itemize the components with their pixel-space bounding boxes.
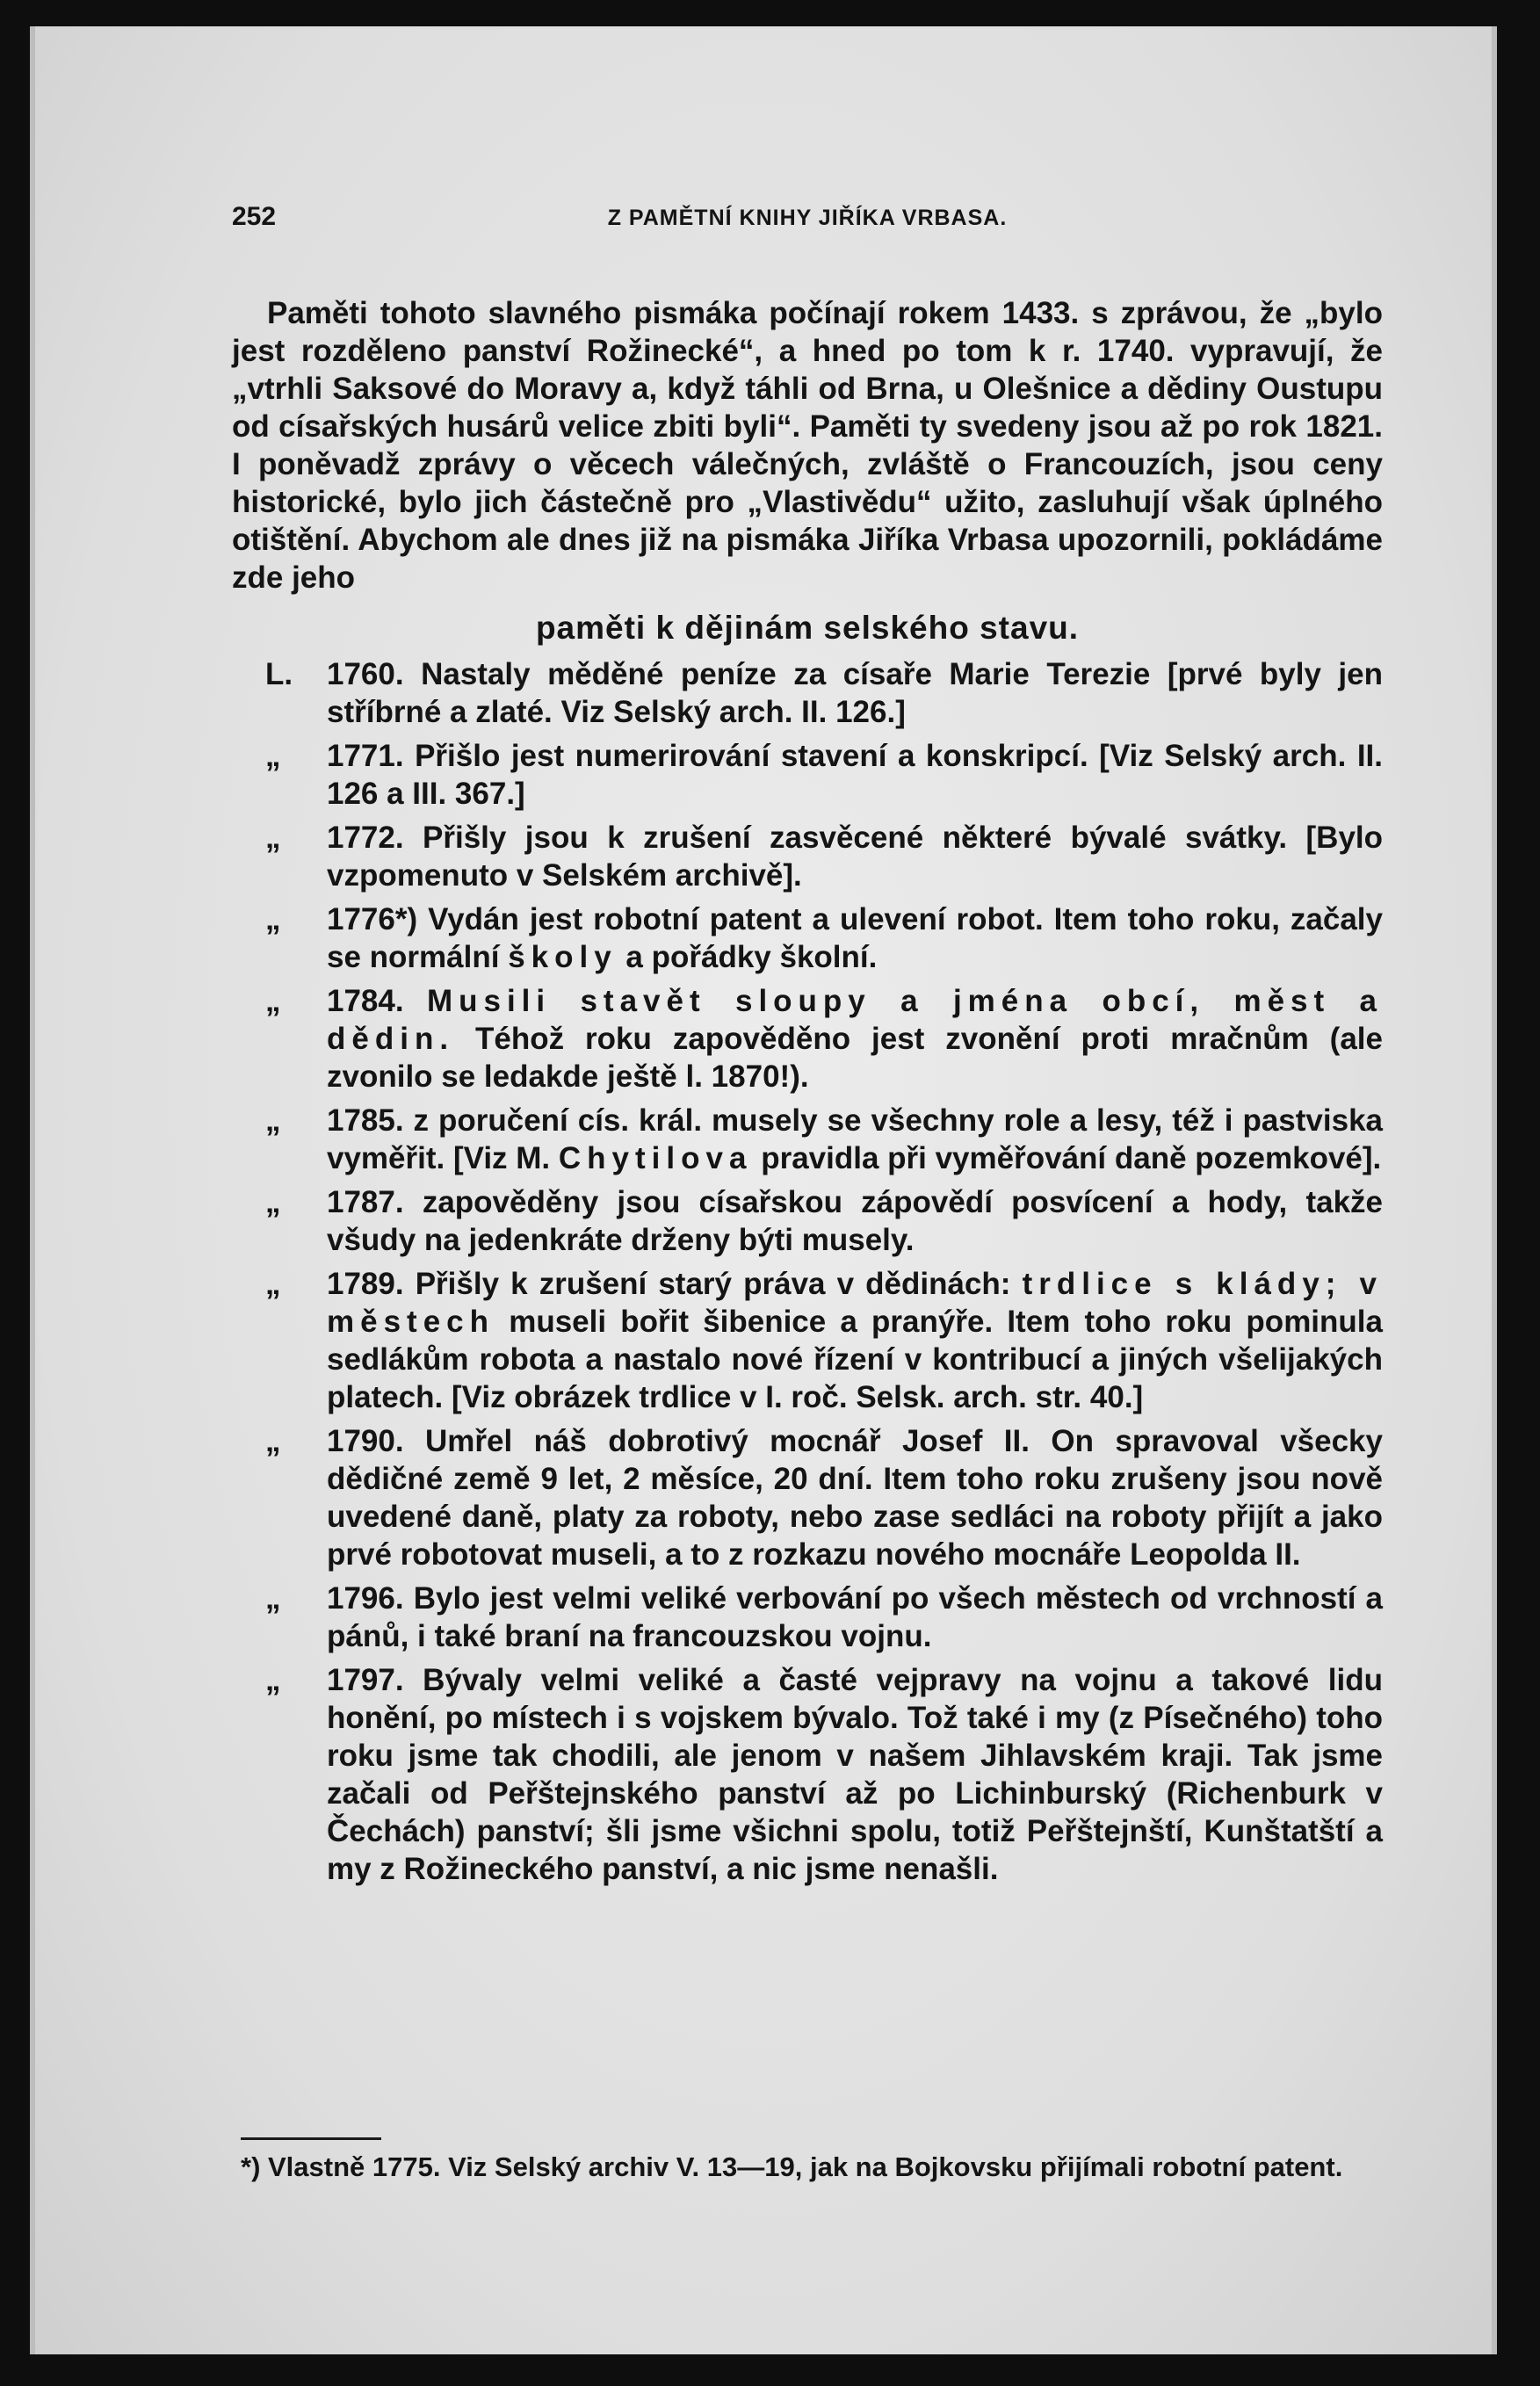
entry-mark: „ xyxy=(265,1581,281,1616)
entry-mark: „ xyxy=(265,1267,281,1301)
entry-year: 1771. xyxy=(327,739,416,773)
page-number: 252 xyxy=(232,202,277,231)
entry-text: Bývaly velmi veliké a časté vejpravy na vojnu a takové lidu honění, po místech i s vojskem bývalo. Tož také i my (z Písečného) toho roku jsme tak chodili, ale jenom v našem Jihlavském kraji. Tak jsme začali od Peřštejnského panství až po Lichinburský (Richenburk v Čechách) panství; šli jsme všichni spolu, totiž Peřštejnští, Kunštatští a my z Rožineckého panství, a nic jsme nenašli. xyxy=(327,1663,1384,1886)
entry-text-continued: museli bořit šibenice a pranýře. Item toho roku pominula sedlákům robota a nastalo nové řízení v kontribucí a jiných všelijakých platech. [Viz obrázek trdlice v I. roč. Selsk. arch. str. 40.] xyxy=(327,1305,1383,1414)
entry-emphasis: Chytilova xyxy=(558,1141,753,1175)
entry-year: 1787. xyxy=(327,1185,423,1219)
entry-text-continued: a pořádky školní. xyxy=(625,940,878,974)
chronicle-entry xyxy=(232,1102,1383,1177)
entry-mark: „ xyxy=(265,984,281,1018)
intro-paragraph: Paměti tohoto slavného pismáka počínají rokem 1433. s zprávou, že „bylo jest rozděleno panství Rožinecké“, a hned po tom k r. 1740. vypravují, že „vtrhli Saksové do Moravy a, když táhli od Brna, u Olešnice a dědiny Oustupu od císařských husárů velice zbiti byli“. Paměti ty svedeny jsou až po rok 1821. I poněvadž zprávy o věcech válečných, zvláště o Francouzích, jsou ceny historické, bylo jich částečně pro „Vlastivědu“ užito, zasluhují však úplného otištění. Abychom ale dnes již na pismáka Jiříka Vrbasa upozornili, pokládáme zde jeho xyxy=(232,296,1383,595)
chronicle-entry xyxy=(232,819,1383,894)
section-heading: paměti k dějinám selského stavu. xyxy=(535,610,1080,646)
entry-text: Vydán jest robotní patent a ulevení robot. Item toho roku, začaly se normální xyxy=(327,902,1383,974)
chronicle-entry xyxy=(232,1661,1383,1888)
running-title: Z PAMĚTNÍ KNIHY JIŘÍKA VRBASA. xyxy=(607,206,1008,230)
entry-year: 1796. xyxy=(327,1581,414,1616)
entry-text: Přišly jsou k zrušení zasvěcené některé bývalé svátky. [Bylo vzpomenuto v Selském archivě]. xyxy=(327,821,1384,893)
chronicle-entry xyxy=(232,982,1383,1095)
book-page xyxy=(30,26,1497,2354)
entry-text: Přišlo jest numerirování stavení a konskripcí. [Viz Selský arch. II. 126 a III. 367.] xyxy=(327,739,1383,811)
entry-year: 1784. xyxy=(327,984,427,1018)
entry-mark: „ xyxy=(265,739,281,773)
page-body xyxy=(232,294,1383,1894)
entry-emphasis: školy xyxy=(508,940,618,974)
chronicle-entry xyxy=(232,1422,1383,1573)
entry-text: Bylo jest velmi veliké verbování po všech městech od vrchností a pánů, i také braní na francouzskou vojnu. xyxy=(327,1581,1384,1653)
chronicle-entry xyxy=(232,1265,1383,1416)
entry-mark: L. xyxy=(265,657,293,691)
entry-year: 1785. xyxy=(327,1103,414,1138)
entry-text: zapověděny jsou císařskou zápovědí posvícení a hody, takže všudy na jedenkráte drženy býti musely. xyxy=(327,1185,1384,1257)
entry-year: 1776*) xyxy=(327,902,429,936)
entry-mark: „ xyxy=(265,1185,281,1219)
page-edge-left xyxy=(30,26,35,2354)
entry-emphasis: trdlice s klády; v městech xyxy=(327,1267,1383,1339)
page-edge-right xyxy=(1492,26,1497,2354)
entry-mark: „ xyxy=(265,821,281,855)
entry-year: 1772. xyxy=(327,821,423,855)
running-head xyxy=(232,202,1383,237)
entry-mark: „ xyxy=(265,1424,281,1458)
entry-year: 1797. xyxy=(327,1663,423,1697)
chronicle-entries xyxy=(232,655,1383,1888)
entry-text: Přišly k zrušení starý práva v dědinách: xyxy=(415,1267,1011,1301)
footnote: *) Vlastně 1775. Viz Selský archiv V. 13—19, jak na Bojkovsku přijímali robotní patent. xyxy=(241,2151,1343,2182)
entry-emphasis: Musili stavět sloupy a jména obcí, měst a dědin. xyxy=(327,984,1383,1056)
entry-year: 1760. xyxy=(327,657,422,691)
entry-text: Nastaly měděné peníze za císaře Marie Terezie [prvé byly jen stříbrné a zlaté. Viz Selský arch. II. 126.] xyxy=(327,657,1383,729)
entry-year: 1790. xyxy=(327,1424,425,1458)
footnote-rule xyxy=(241,2137,381,2140)
entry-text: z poručení cís. král. musely se všechny role a lesy, též i pastviska vyměřit. [Viz M. xyxy=(327,1103,1384,1175)
entry-text: Téhož roku zapověděno jest zvonění proti mračnům (ale zvonilo se ledakde ještě l. 1870!). xyxy=(327,1022,1383,1094)
chronicle-entry xyxy=(232,900,1383,976)
chronicle-entry xyxy=(232,1183,1383,1259)
entry-mark: „ xyxy=(265,1663,281,1697)
entry-year: 1789. xyxy=(327,1267,416,1301)
entry-mark: „ xyxy=(265,1103,281,1138)
chronicle-entry xyxy=(232,1580,1383,1655)
entry-text-continued: pravidla při vyměřování daně pozemkové]. xyxy=(761,1141,1382,1175)
chronicle-entry xyxy=(232,737,1383,813)
chronicle-entry xyxy=(232,655,1383,731)
entry-text: Umřel náš dobrotivý mocnář Josef II. On spravoval všecky dědičné země 9 let, 2 měsíce, 20 dní. Item toho roku zrušeny jsou nově uvedené daně, platy za roboty, nebo zase sedláci na roboty přijít a jako prvé robotovat museli, a to z rozkazu nového mocnáře Leopolda II. xyxy=(327,1424,1383,1572)
entry-mark: „ xyxy=(265,902,281,936)
